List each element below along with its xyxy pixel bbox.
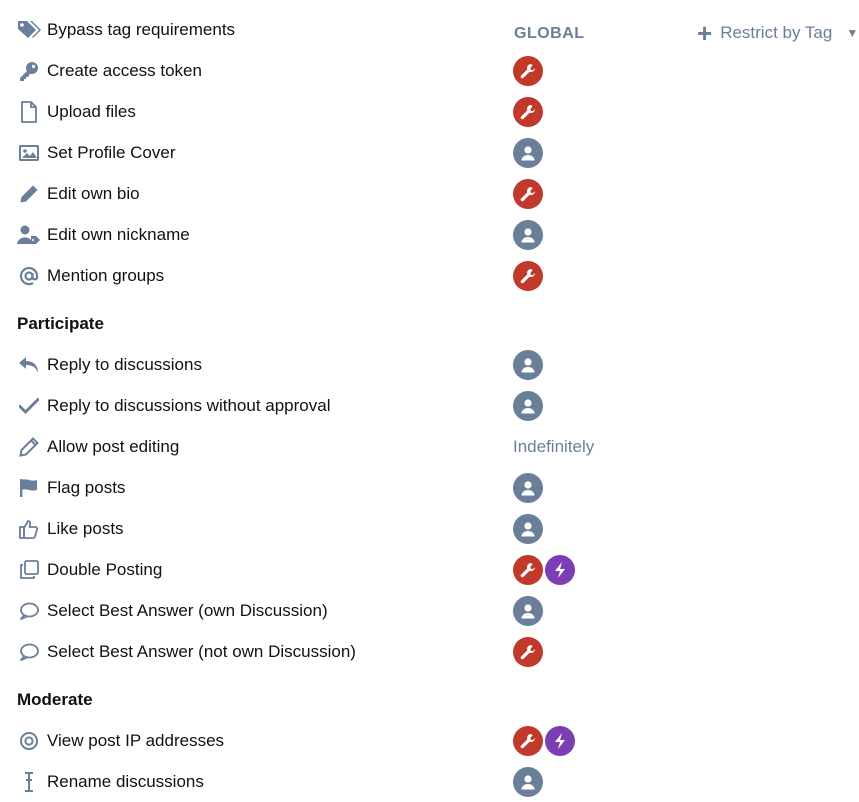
comment-icon: [17, 599, 41, 623]
permission-label: Allow post editing: [47, 436, 180, 456]
permission-row: [0, 214, 859, 255]
permission-row: [0, 720, 859, 761]
permission-cell[interactable]: [513, 97, 543, 127]
permission-cell[interactable]: [513, 261, 543, 291]
permission-cell[interactable]: [513, 437, 594, 457]
admin-group-badge: [513, 637, 543, 667]
column-header-global: GLOBAL: [514, 25, 585, 42]
permission-label: View post IP addresses: [47, 730, 225, 750]
comment-icon: [17, 640, 41, 664]
permission-label: Reply to discussions: [47, 354, 202, 374]
permission-label: Double Posting: [47, 559, 163, 579]
permission-cell[interactable]: [513, 596, 543, 626]
admin-group-badge: [513, 97, 543, 127]
member-group-badge: [513, 138, 543, 168]
permission-label: Reply to discussions without approval: [47, 395, 331, 415]
permission-row: [0, 173, 859, 214]
member-group-badge: [513, 220, 543, 250]
member-group-badge: [513, 767, 543, 797]
section-heading-participate: Participate: [17, 314, 104, 333]
permission-label: Set Profile Cover: [47, 142, 176, 162]
permission-label: Like posts: [47, 518, 124, 538]
copy-icon: [17, 558, 41, 582]
permission-row: [0, 50, 859, 91]
permission-cell[interactable]: [513, 56, 543, 86]
permission-row: [0, 9, 859, 50]
pencil-icon: [17, 435, 41, 459]
permission-cell[interactable]: [513, 726, 575, 756]
permission-row: [0, 385, 859, 426]
key-icon: [17, 59, 41, 83]
permission-label: Edit own nickname: [47, 224, 190, 244]
tags-icon: [17, 18, 41, 42]
permission-label: Upload files: [47, 101, 136, 121]
caret-down-icon: ▼: [846, 26, 859, 40]
mod-group-badge: [545, 555, 575, 585]
admin-group-badge: [513, 261, 543, 291]
admin-group-badge: [513, 726, 543, 756]
post-editing-duration[interactable]: Indefinitely: [513, 436, 595, 456]
permission-cell[interactable]: [513, 473, 543, 503]
user-tag-icon: [17, 223, 41, 247]
mod-group-badge: [545, 726, 575, 756]
admin-group-badge: [513, 56, 543, 86]
permission-row: [0, 590, 859, 631]
permission-cell[interactable]: [513, 179, 543, 209]
permission-row: [0, 631, 859, 672]
member-group-badge: [513, 350, 543, 380]
permission-cell[interactable]: [513, 391, 543, 421]
permission-label: Create access token: [47, 60, 202, 80]
permission-cell[interactable]: [513, 350, 543, 380]
bullseye-icon: [17, 729, 41, 753]
permission-label: Select Best Answer (own Discussion): [47, 600, 328, 620]
admin-group-badge: [513, 555, 543, 585]
permission-label: Mention groups: [47, 265, 165, 285]
admin-group-badge: [513, 179, 543, 209]
permission-label: Select Best Answer (not own Discussion): [47, 641, 356, 661]
permission-row: [0, 132, 859, 173]
image-icon: [17, 141, 41, 165]
file-icon: [17, 100, 41, 124]
permission-label: Rename discussions: [47, 771, 204, 791]
permission-row: [0, 344, 859, 385]
section-heading-moderate: Moderate: [17, 690, 93, 709]
member-group-badge: [513, 473, 543, 503]
member-group-badge: [513, 391, 543, 421]
at-icon: [17, 264, 41, 288]
restrict-by-tag-label: Restrict by Tag: [720, 23, 833, 42]
permission-label: Edit own bio: [47, 183, 140, 203]
plus-icon: +: [697, 18, 713, 48]
permission-row: [0, 549, 859, 590]
permission-row: [0, 255, 859, 296]
permission-cell[interactable]: [513, 555, 575, 585]
permission-row: [0, 761, 859, 802]
permission-label: Flag posts: [47, 477, 126, 497]
permission-cell[interactable]: [513, 514, 543, 544]
permission-cell[interactable]: [513, 138, 543, 168]
member-group-badge: [513, 596, 543, 626]
permission-cell[interactable]: [513, 767, 543, 797]
permission-cell[interactable]: [513, 637, 543, 667]
pencil-icon: [17, 182, 41, 206]
member-group-badge: [513, 514, 543, 544]
permission-cell[interactable]: [513, 220, 543, 250]
permission-label: Bypass tag requirements: [47, 19, 236, 39]
check-icon: [17, 394, 41, 418]
reply-icon: [17, 353, 41, 377]
permission-row: [0, 426, 859, 467]
permission-row: [0, 508, 859, 549]
thumbs-up-icon: [17, 517, 41, 541]
permission-row: [0, 91, 859, 132]
permission-row: [0, 467, 859, 508]
flag-icon: [17, 476, 41, 500]
i-cursor-icon: [17, 770, 41, 794]
